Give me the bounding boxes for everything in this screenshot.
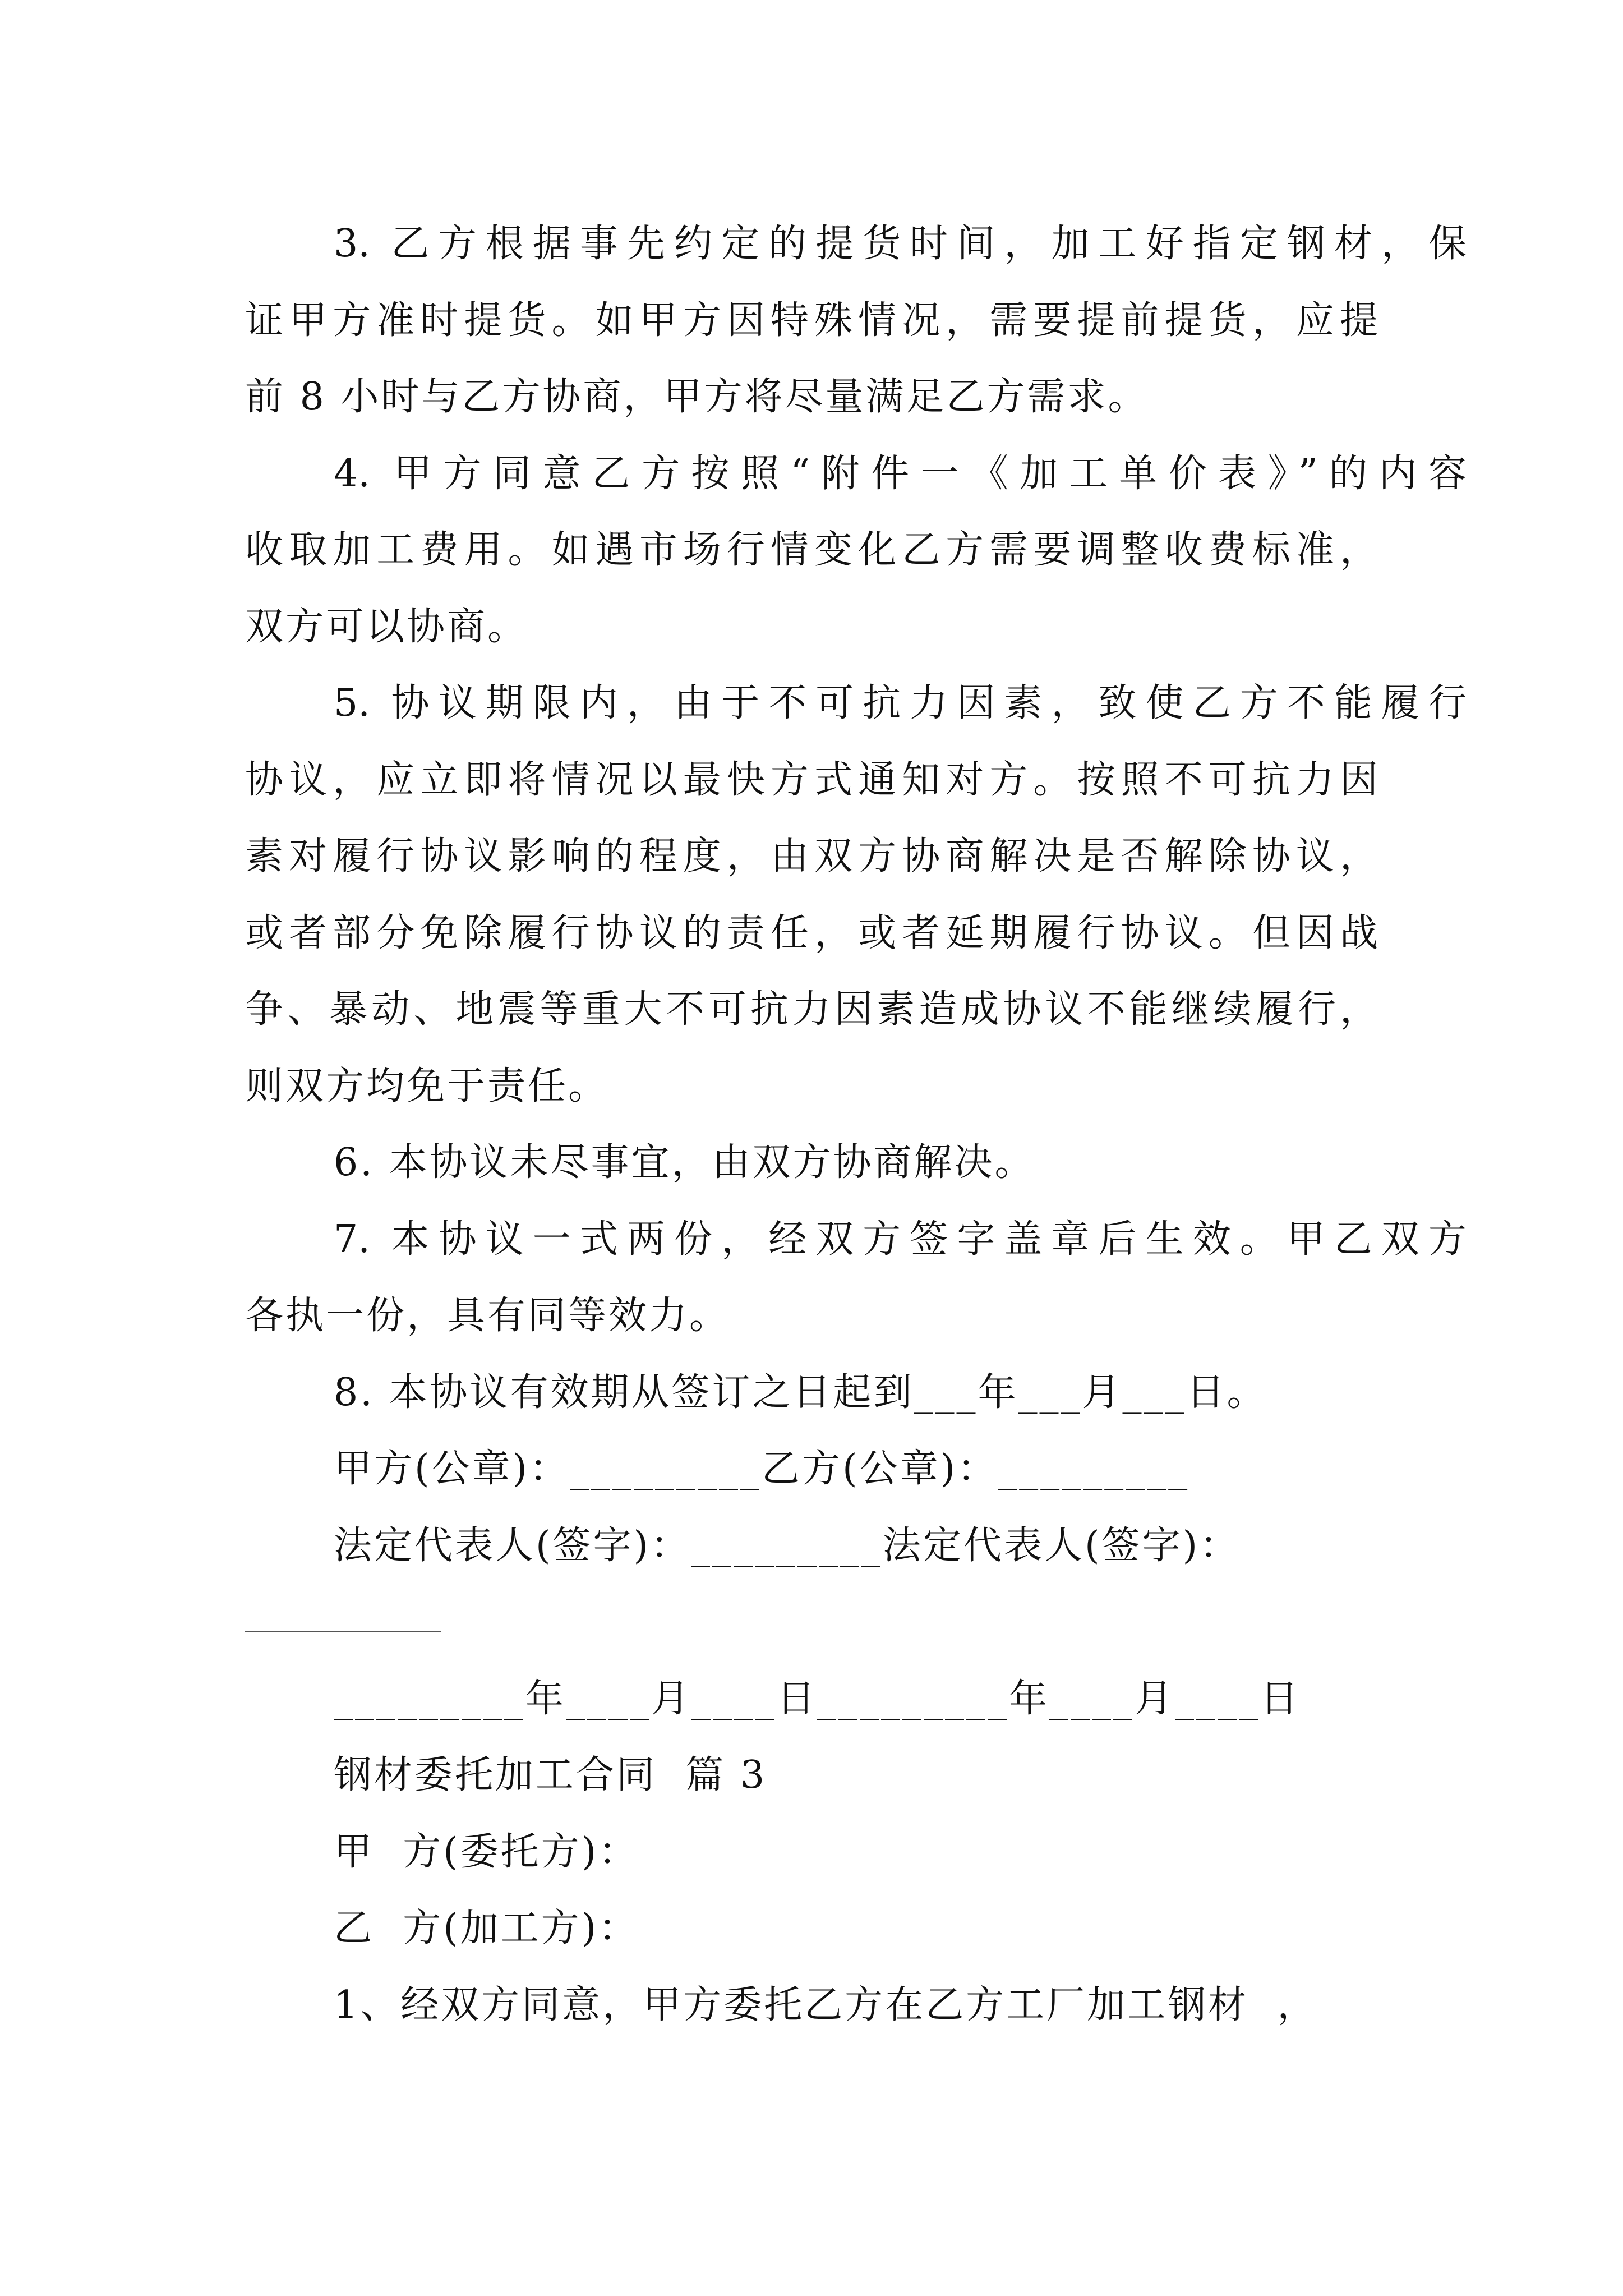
clause-7-line-1: 7. 本协议一式两份，经双方签字盖章后生效。甲乙双方 [334, 1217, 1467, 1262]
clause-7-line-2: 各执一份，具有同等效力。 [245, 1294, 730, 1338]
seal-line: 甲方(公章)：_________乙方(公章)：_________ [334, 1447, 1190, 1491]
clause-5-line-4: 或者部分免除履行协议的责任，或者延期履行协议。但因战 [245, 911, 1378, 955]
signature-underline [245, 1631, 441, 1632]
clause-3-line-1: 3. 乙方根据事先约定的提货时间，加工好指定钢材，保 [334, 222, 1467, 266]
clause-3-line-2: 证甲方准时提货。如甲方因特殊情况，需要提前提货，应提 [245, 298, 1378, 343]
clause-5-line-1: 5. 协议期限内，由于不可抗力因素，致使乙方不能履行 [334, 681, 1467, 725]
clause-5-line-6: 则双方均免于责任。 [245, 1064, 609, 1108]
date-line: _________年____月____日_________年____月____日 [334, 1677, 1301, 1721]
clause-6-line-1: 6. 本协议未尽事宜，由双方协商解决。 [334, 1140, 1035, 1185]
clause-5-line-5: 争、暴动、地震等重大不可抗力因素造成协议不能继续履行， [245, 987, 1378, 1032]
section-title: 钢材委托加工合同 篇 3 [334, 1753, 767, 1797]
party-b-line: 乙 方(加工方)： [334, 1906, 639, 1950]
representative-line: 法定代表人(签字)：_________法定代表人(签字)： [334, 1524, 1241, 1568]
clause-4-line-3: 双方可以协商。 [245, 605, 528, 649]
clause-3-line-3: 前 8 小时与乙方协商，甲方将尽量满足乙方需求。 [245, 375, 1149, 419]
clause-5-line-3: 素对履行协议影响的程度，由双方协商解决是否解除协议， [245, 834, 1378, 878]
clause-8-line-1: 8. 本协议有效期从签订之日起到___年___月___日。 [334, 1370, 1267, 1415]
clause-4-line-2: 收取加工费用。如遇市场行情变化乙方需要调整收费标准， [245, 528, 1378, 572]
party-a-line: 甲 方(委托方)： [334, 1830, 639, 1874]
article-1-line-1: 1、经双方同意，甲方委托乙方在乙方工厂加工钢材 ， [334, 1983, 1318, 2027]
clause-5-line-2: 协议，应立即将情况以最快方式通知对方。按照不可抗力因 [245, 758, 1378, 802]
clause-4-line-1: 4. 甲方同意乙方按照“附件一《加工单价表》”的内容 [334, 452, 1467, 496]
